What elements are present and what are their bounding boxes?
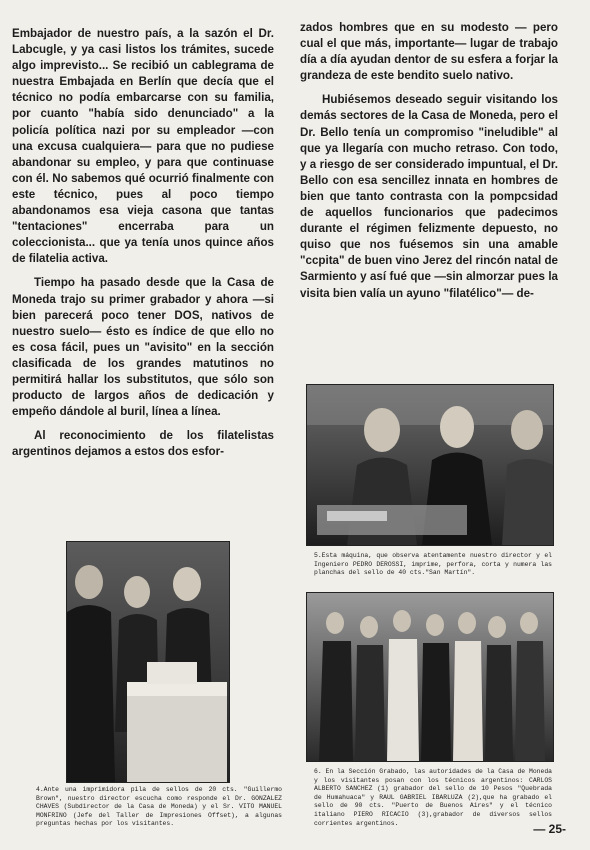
left-text-column <box>12 26 274 468</box>
photo-stamp-stack <box>66 541 230 783</box>
paragraph: zados hombres que en su modesto — pero cual el que más, importante— lugar de trabajo día a día ayudan dentor de su esfera a forjar la grandeza de este bendito suelo nativo. <box>300 21 558 83</box>
caption-photo-6: 6. En la Sección Grabado, las autoridades de la Casa de Moneda y los visitantes posan con los técnicos argentinos: CARLOS ALBERTO SANCHEZ (1) grabador del sello de 10 Pesos "Quebrada de Humahuaca" y RAUL GABRIEL IBARLUZA (2),que ha grabado el sello de 90 cts. "Puerto de Buenos Aires" y el técnico italiano PIERO RICACIO (3),grabador de diversos sellos corrientes argentinos. <box>314 768 552 827</box>
photo-printing-machine <box>306 384 554 546</box>
photo-printing-machine-image <box>307 385 553 545</box>
paragraph: Tiempo ha pasado desde que la Casa de Moneda trajo su primer grabador y ahora —si bien parecerá poco tener DOS, nativos de nuestro suelo— ésto es índice de que ello no es cosa fácil, pues un "avisito" en la sección clasificada de los grandes matutinos no permitirá hallar los substitutos, que sólo son producto de largos años de dedicación y empeño dándole al buril, línea a línea. <box>12 276 274 419</box>
caption-photo-4: 4.Ante una imprimidora pila de sellos de 20 cts. "Guillermo Brown", nuestro director escucha como responde el Dr. GONZALEZ CHAVES (Subdirector de la Casa de Moneda) y el Sr. VITO MANUEL MONFRINO (Jefe del Taller de Impresiones Offset), a algunas preguntas hechas por los visitantes. <box>36 786 282 828</box>
photo-engraving-section <box>306 592 554 762</box>
right-text-column <box>300 20 558 310</box>
caption-photo-5: 5.Esta máquina, que observa atentamente nuestro director y el Ingeniero PEDRO DEROSSI, imprime, perfora, corta y numera las planchas del sello de 40 cts."San Martín". <box>314 552 552 577</box>
page-number: — 25- <box>533 822 566 836</box>
photo-stamp-stack-image <box>67 542 229 782</box>
paragraph: Hubiésemos deseado seguir visitando los demás sectores de la Casa de Moneda, pero el Dr. Bello tenía un compromiso "ineludible" al que ya llegaría con mucho retraso. Con todo, y a riesgo de ser considerado impuntual, el Dr. Bello con esa sencillez innata en hombres de bien que tanto contrasta con la pompcsidad de aquellos funcionarios que padecimos durante el régimen felizmente depuesto, no quiso que nos fuésemos sin una amable "ccpita" de buen vino Jerez del rincón natal de Sarmiento y así fué que —sin almorzar pues la visita bien valía un ayuno "filatélico"— de- <box>300 93 558 300</box>
photo-engraving-section-image <box>307 593 553 761</box>
paragraph: Embajador de nuestro país, a la sazón el Dr. Labcugle, y ya casi listos los trámites, sucede algo imprevisto... Se recibió un cablegrama de nuestra Embajada en Berlín que decía que el técnico no podía embarcarse con su familia, por cuanto "había sido denunciado" a la policía política nazi por su empleador —con una excusa cualquiera— para que no pudiese abandonar su empleo, y para que continuase con él. No sabemos qué ocurrió finalmente con este técnico, pues al poco tiempo abandonamos esa vieja casona que tantas "tentaciones" encerraba para un coleccionista... que ya tenía unos quince años de filatelia activa. <box>12 27 274 266</box>
paragraph: Al reconocimiento de los filatelistas argentinos dejamos a estos dos esfor- <box>12 429 274 459</box>
